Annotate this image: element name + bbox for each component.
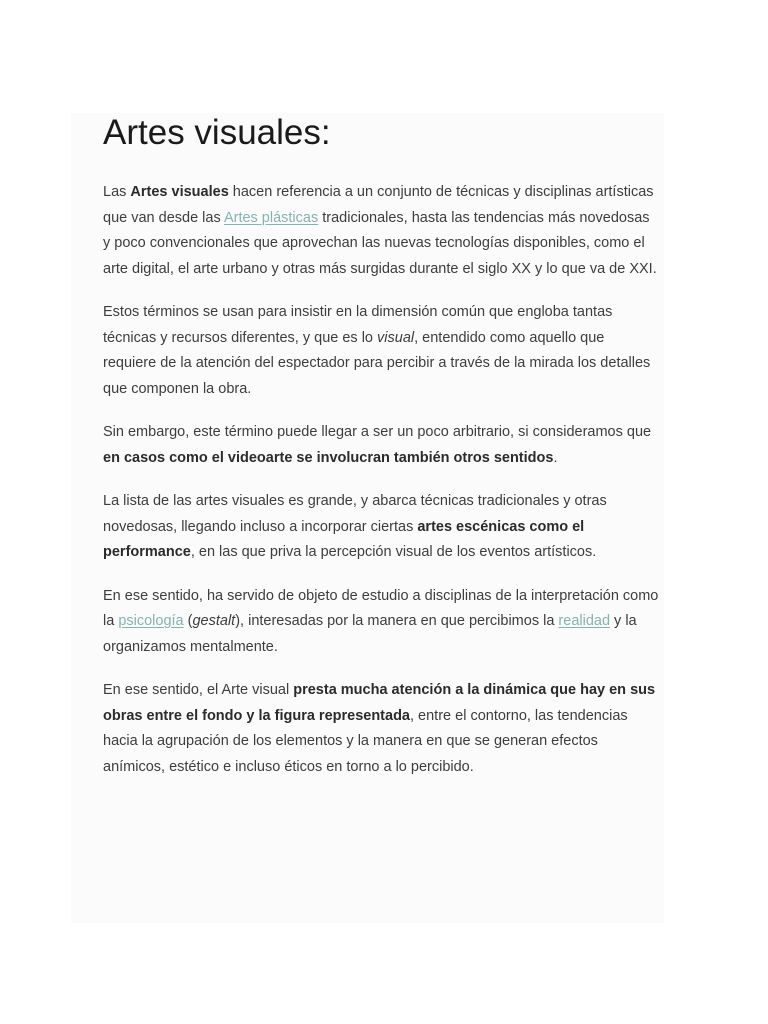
paragraph — [103, 420, 660, 471]
text-run: , entendido como aquello que requiere de la atención del espectador para percibir a través de la mirada los detalles que componen la obra. — [103, 329, 651, 397]
text-run: artes escénicas como el performance — [103, 518, 585, 560]
text-run: ( — [183, 613, 193, 629]
text-run: . — [553, 449, 558, 466]
text-run: Sin embargo, este término puede llegar a ser un poco arbitrario, si consideramos que — [103, 424, 652, 440]
inline-link[interactable]: realidad — [558, 613, 611, 629]
document-title: Artes visuales: — [103, 113, 331, 152]
text-run: La lista de las artes visuales es grande, y abarca técnicas tradicionales y otras novedosas, llegando incluso a incorporar ciertas — [103, 493, 607, 535]
text-run: En ese sentido, ha servido de objeto de estudio a disciplinas de la interpretación como la — [103, 587, 659, 629]
paragraph — [103, 489, 660, 566]
paragraph — [103, 180, 660, 282]
paragraph — [103, 584, 660, 661]
text-run: ), interesadas por la manera en que percibimos la — [235, 613, 559, 629]
document-body — [103, 180, 660, 780]
text-run: Las — [103, 184, 131, 200]
text-run: hacen referencia a un conjunto de técnicas y disciplinas artísticas que van desde las — [103, 184, 654, 226]
text-run: en casos como el videoarte se involucran también otros sentidos — [103, 449, 554, 466]
inline-link[interactable]: psicología — [118, 613, 184, 629]
text-run: tradicionales, hasta las tendencias más novedosas y poco convencionales que aprovechan las nuevas tecnologías disponibles, como el arte digital, el arte urbano y otras más surgidas durante el siglo XX y lo que va de XXI. — [103, 209, 657, 277]
text-run: Estos términos se usan para insistir en la dimensión común que engloba tantas técnicas y recursos diferentes, y que es lo — [103, 304, 613, 346]
text-run: visual — [377, 329, 415, 346]
text-run: gestalt — [192, 613, 236, 629]
text-run: En ese sentido, el Arte visual — [103, 682, 294, 698]
paragraph — [103, 300, 660, 402]
text-run: presta mucha atención a la dinámica que hay en sus obras entre el fondo y la figura representada — [103, 682, 656, 724]
document-page — [71, 113, 664, 923]
text-run: , entre el contorno, las tendencias hacia la agrupación de los elementos y la manera en que se generan efectos anímicos, estético e incluso éticos en torno a lo percibido. — [103, 707, 628, 775]
paragraph — [103, 678, 660, 780]
inline-link[interactable]: Artes plásticas — [223, 209, 319, 226]
text-run: , en las que priva la percepción visual de los eventos artísticos. — [190, 544, 597, 560]
text-run: Artes visuales — [130, 184, 229, 200]
text-run: y la organizamos mentalmente. — [103, 613, 637, 655]
